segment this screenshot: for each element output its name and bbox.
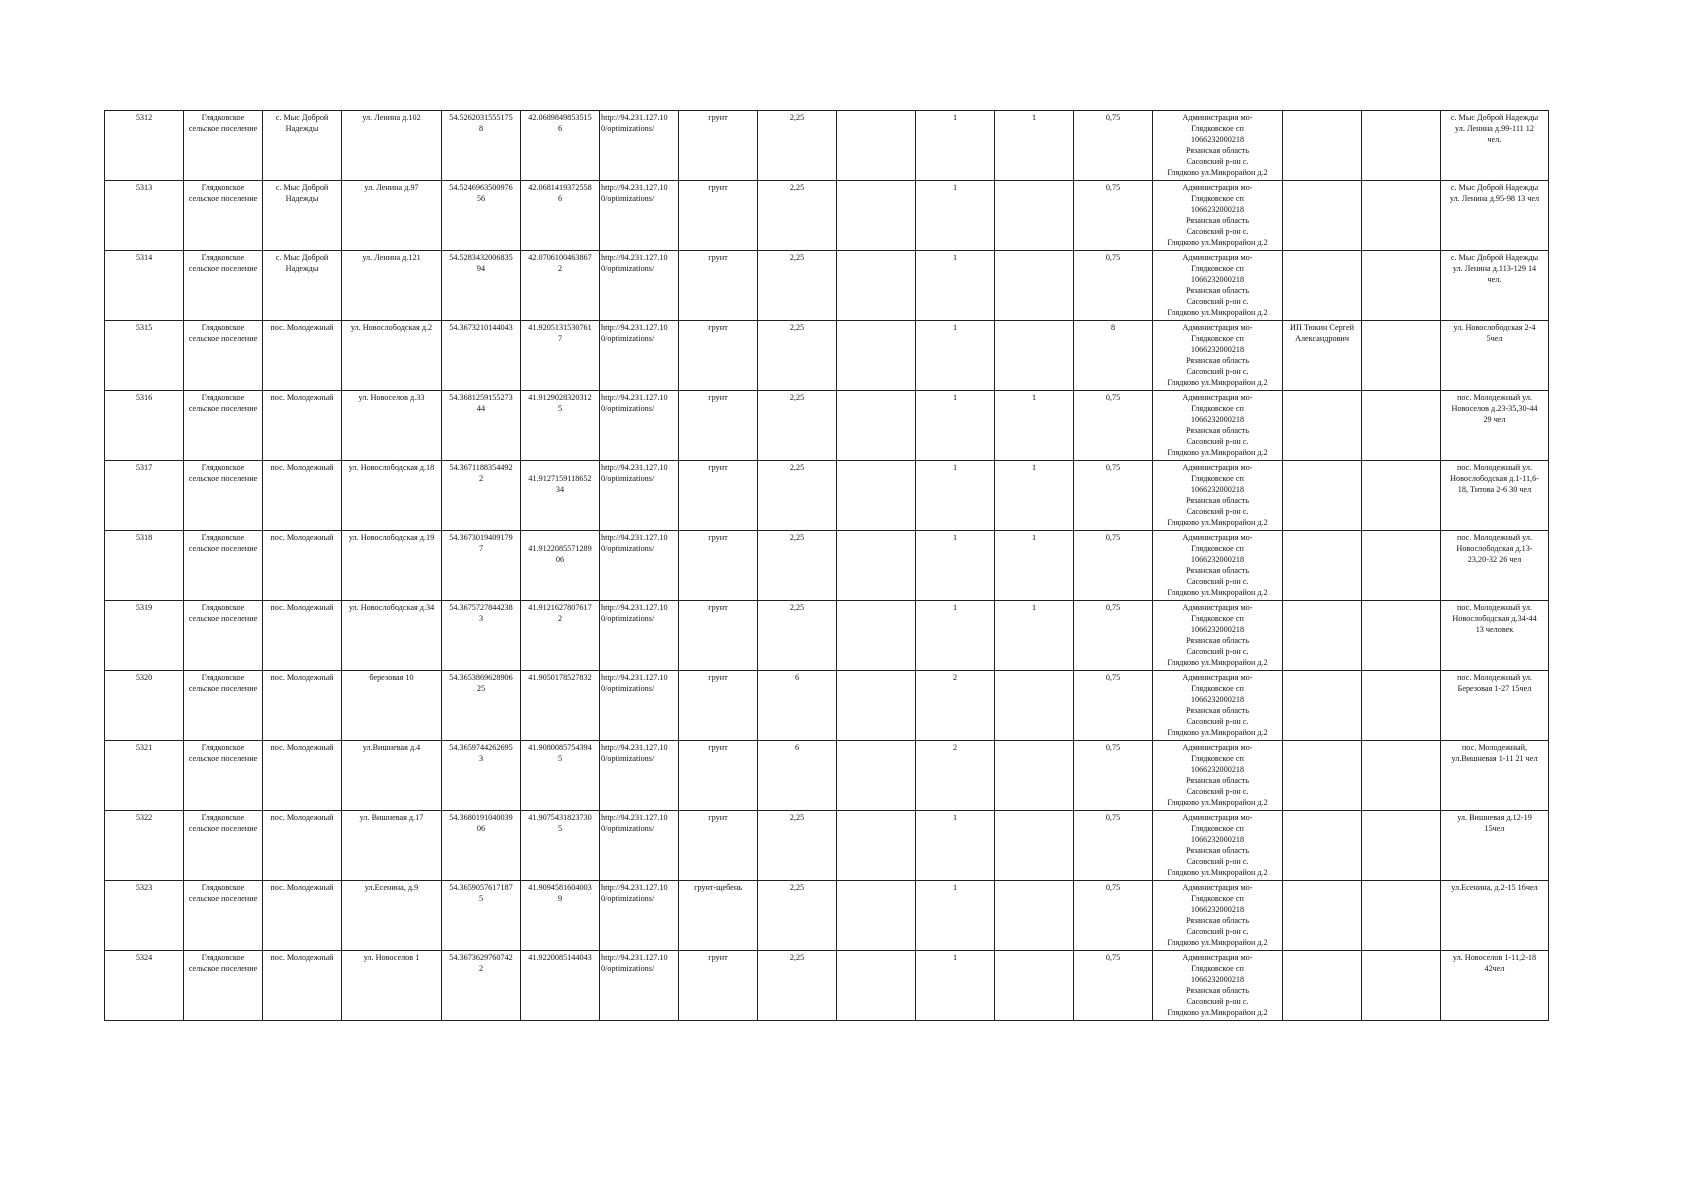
address-cell: ул. Ленина д.102 <box>342 111 442 181</box>
row-number-cell: 5321 <box>105 741 184 811</box>
served-addresses-cell: с. Мыс Доброй Надежды ул. Ленина д.113-129 14 чел. <box>1441 251 1549 321</box>
container-count-cell: 1 <box>916 391 995 461</box>
table-row <box>105 531 1549 601</box>
row-number-cell: 5316 <box>105 391 184 461</box>
count-cell: 1 <box>995 391 1074 461</box>
longitude-cell: 41.9121627807617 2 <box>521 601 600 671</box>
served-addresses-cell: с. Мыс Доброй Надежды ул. Ленина д.95-98 13 чел <box>1441 181 1549 251</box>
url-cell: http://94.231.127.10 0/optimizations/ <box>600 251 679 321</box>
owner-cell: Администрация мо- Глядковское сп 1066232000218 Рязанская область Сасовский р-он с. Глядково ул.Микрорайон д.2 <box>1153 531 1283 601</box>
table-body <box>105 111 1549 1021</box>
operator-cell <box>1283 531 1362 601</box>
area-cell: 2,25 <box>758 461 837 531</box>
empty-cell <box>1362 881 1441 951</box>
volume-cell: 0,75 <box>1074 601 1153 671</box>
surface-cell: грунт <box>679 601 758 671</box>
settlement-cell: Глядковское сельское поселение <box>184 601 263 671</box>
volume-cell: 0,75 <box>1074 251 1153 321</box>
table-row <box>105 251 1549 321</box>
container-count-cell: 1 <box>916 881 995 951</box>
address-cell: ул.Вишневая д.4 <box>342 741 442 811</box>
locality-cell: с. Мыс Доброй Надежды <box>263 251 342 321</box>
settlement-cell: Глядковское сельское поселение <box>184 391 263 461</box>
locality-cell: пос. Молодежный <box>263 741 342 811</box>
container-count-cell: 1 <box>916 601 995 671</box>
table-row <box>105 321 1549 391</box>
empty-cell <box>1362 111 1441 181</box>
latitude-cell: 54.5246963500976 56 <box>442 181 521 251</box>
url-cell: http://94.231.127.10 0/optimizations/ <box>600 321 679 391</box>
count-cell <box>995 321 1074 391</box>
longitude-cell: 42.0689849853515 6 <box>521 111 600 181</box>
surface-cell: грунт <box>679 671 758 741</box>
operator-cell <box>1283 741 1362 811</box>
url-cell: http://94.231.127.10 0/optimizations/ <box>600 461 679 531</box>
longitude-cell: 42.0681419372558 6 <box>521 181 600 251</box>
operator-cell <box>1283 671 1362 741</box>
operator-cell <box>1283 181 1362 251</box>
served-addresses-cell: пос. Молодежный ул. Новослободская д.1-11,6- 18, Титова 2-6 30 чел <box>1441 461 1549 531</box>
url-cell: http://94.231.127.10 0/optimizations/ <box>600 181 679 251</box>
area-cell: 2,25 <box>758 111 837 181</box>
volume-cell: 0,75 <box>1074 741 1153 811</box>
empty-cell <box>837 251 916 321</box>
area-cell: 2,25 <box>758 951 837 1021</box>
settlement-cell: Глядковское сельское поселение <box>184 111 263 181</box>
container-count-cell: 1 <box>916 181 995 251</box>
surface-cell: грунт <box>679 181 758 251</box>
volume-cell: 0,75 <box>1074 391 1153 461</box>
empty-cell <box>837 951 916 1021</box>
volume-cell: 8 <box>1074 321 1153 391</box>
operator-cell <box>1283 111 1362 181</box>
table-row <box>105 951 1549 1021</box>
empty-cell <box>1362 671 1441 741</box>
latitude-cell: 54.3673210144043 <box>442 321 521 391</box>
empty-cell <box>837 741 916 811</box>
area-cell: 2,25 <box>758 251 837 321</box>
longitude-cell: 41.9205131530761 7 <box>521 321 600 391</box>
owner-cell: Администрация мо- Глядковское сп 1066232000218 Рязанская область Сасовский р-он с. Глядково ул.Микрорайон д.2 <box>1153 251 1283 321</box>
surface-cell: грунт <box>679 321 758 391</box>
row-number-cell: 5312 <box>105 111 184 181</box>
empty-cell <box>837 881 916 951</box>
empty-cell <box>837 671 916 741</box>
container-count-cell: 1 <box>916 321 995 391</box>
longitude-cell: 42.0706100463867 2 <box>521 251 600 321</box>
longitude-cell: 41.9094581604003 9 <box>521 881 600 951</box>
row-number-cell: 5318 <box>105 531 184 601</box>
url-cell: http://94.231.127.10 0/optimizations/ <box>600 811 679 881</box>
volume-cell: 0,75 <box>1074 671 1153 741</box>
latitude-cell: 54.3653869628906 25 <box>442 671 521 741</box>
area-cell: 2,25 <box>758 811 837 881</box>
empty-cell <box>1362 391 1441 461</box>
operator-cell <box>1283 951 1362 1021</box>
served-addresses-cell: ул. Новоселов 1-11,2-18 42чел <box>1441 951 1549 1021</box>
served-addresses-cell: пос. Молодежный, ул.Вишневая 1-11 21 чел <box>1441 741 1549 811</box>
empty-cell <box>837 181 916 251</box>
operator-cell <box>1283 601 1362 671</box>
operator-cell <box>1283 881 1362 951</box>
table-row <box>105 881 1549 951</box>
served-addresses-cell: пос. Молодежный ул. Новослободская д.13- 23,20-32 26 чел <box>1441 531 1549 601</box>
area-cell: 2,25 <box>758 531 837 601</box>
latitude-cell: 54.5262031555175 8 <box>442 111 521 181</box>
empty-cell <box>1362 461 1441 531</box>
empty-cell <box>1362 951 1441 1021</box>
container-count-cell: 1 <box>916 461 995 531</box>
surface-cell: грунт <box>679 531 758 601</box>
container-count-cell: 1 <box>916 951 995 1021</box>
url-cell: http://94.231.127.10 0/optimizations/ <box>600 531 679 601</box>
row-number-cell: 5320 <box>105 671 184 741</box>
empty-cell <box>1362 601 1441 671</box>
row-number-cell: 5314 <box>105 251 184 321</box>
settlement-cell: Глядковское сельское поселение <box>184 181 263 251</box>
owner-cell: Администрация мо- Глядковское сп 1066232000218 Рязанская область Сасовский р-он с. Глядково ул.Микрорайон д.2 <box>1153 321 1283 391</box>
served-addresses-cell: пос. Молодежный ул. Новослободская д.34-44 13 человек <box>1441 601 1549 671</box>
volume-cell: 0,75 <box>1074 181 1153 251</box>
address-cell: ул. Новоселов д.33 <box>342 391 442 461</box>
surface-cell: грунт <box>679 741 758 811</box>
table-row <box>105 601 1549 671</box>
owner-cell: Администрация мо- Глядковское сп 1066232000218 Рязанская область Сасовский р-он с. Глядково ул.Микрорайон д.2 <box>1153 461 1283 531</box>
latitude-cell: 54.3675727844238 3 <box>442 601 521 671</box>
url-cell: http://94.231.127.10 0/optimizations/ <box>600 741 679 811</box>
longitude-cell: 41.9220085144043 <box>521 951 600 1021</box>
settlement-cell: Глядковское сельское поселение <box>184 811 263 881</box>
latitude-cell: 54.3659744262695 3 <box>442 741 521 811</box>
area-cell: 2,25 <box>758 181 837 251</box>
locality-cell: пос. Молодежный <box>263 391 342 461</box>
owner-cell: Администрация мо- Глядковское сп 1066232000218 Рязанская область Сасовский р-он с. Глядково ул.Микрорайон д.2 <box>1153 111 1283 181</box>
owner-cell: Администрация мо- Глядковское сп 1066232000218 Рязанская область Сасовский р-он с. Глядково ул.Микрорайон д.2 <box>1153 811 1283 881</box>
locality-cell: пос. Молодежный <box>263 811 342 881</box>
surface-cell: грунт <box>679 811 758 881</box>
address-cell: ул. Новослободская д.18 <box>342 461 442 531</box>
volume-cell: 0,75 <box>1074 951 1153 1021</box>
longitude-cell: 41.9080085754394 5 <box>521 741 600 811</box>
count-cell <box>995 881 1074 951</box>
served-addresses-cell: с. Мыс Доброй Надежды ул. Ленина д.99-111 12 чел. <box>1441 111 1549 181</box>
latitude-cell: 54.3671188354492 2 <box>442 461 521 531</box>
settlement-cell: Глядковское сельское поселение <box>184 321 263 391</box>
empty-cell <box>837 111 916 181</box>
count-cell: 1 <box>995 111 1074 181</box>
address-cell: ул. Новослободская д.19 <box>342 531 442 601</box>
url-cell: http://94.231.127.10 0/optimizations/ <box>600 391 679 461</box>
served-addresses-cell: ул. Вишневая д.12-19 15чел <box>1441 811 1549 881</box>
owner-cell: Администрация мо- Глядковское сп 1066232000218 Рязанская область Сасовский р-он с. Глядково ул.Микрорайон д.2 <box>1153 881 1283 951</box>
row-number-cell: 5317 <box>105 461 184 531</box>
url-cell: http://94.231.127.10 0/optimizations/ <box>600 601 679 671</box>
latitude-cell: 54.5283432006835 94 <box>442 251 521 321</box>
empty-cell <box>837 321 916 391</box>
address-cell: ул. Новослободская д.34 <box>342 601 442 671</box>
operator-cell <box>1283 251 1362 321</box>
settlement-cell: Глядковское сельское поселение <box>184 671 263 741</box>
locality-cell: с. Мыс Доброй Надежды <box>263 111 342 181</box>
volume-cell: 0,75 <box>1074 881 1153 951</box>
table-row <box>105 391 1549 461</box>
settlement-cell: Глядковское сельское поселение <box>184 531 263 601</box>
count-cell <box>995 741 1074 811</box>
container-count-cell: 2 <box>916 671 995 741</box>
locality-cell: пос. Молодежный <box>263 671 342 741</box>
locality-cell: пос. Молодежный <box>263 601 342 671</box>
url-cell: http://94.231.127.10 0/optimizations/ <box>600 951 679 1021</box>
area-cell: 2,25 <box>758 881 837 951</box>
empty-cell <box>1362 531 1441 601</box>
surface-cell: грунт-щебень <box>679 881 758 951</box>
latitude-cell: 54.3681259155273 44 <box>442 391 521 461</box>
container-count-cell: 1 <box>916 251 995 321</box>
volume-cell: 0,75 <box>1074 531 1153 601</box>
count-cell <box>995 181 1074 251</box>
container-count-cell: 1 <box>916 111 995 181</box>
address-cell: ул. Новослободская д.2 <box>342 321 442 391</box>
area-cell: 2,25 <box>758 391 837 461</box>
surface-cell: грунт <box>679 251 758 321</box>
table-row <box>105 811 1549 881</box>
locality-cell: с. Мыс Доброй Надежды <box>263 181 342 251</box>
settlement-cell: Глядковское сельское поселение <box>184 251 263 321</box>
served-addresses-cell: ул.Есенина, д.2-15 16чел <box>1441 881 1549 951</box>
empty-cell <box>1362 321 1441 391</box>
area-cell: 6 <box>758 741 837 811</box>
address-cell: ул. Ленина д.121 <box>342 251 442 321</box>
owner-cell: Администрация мо- Глядковское сп 1066232000218 Рязанская область Сасовский р-он с. Глядково ул.Микрорайон д.2 <box>1153 671 1283 741</box>
row-number-cell: 5322 <box>105 811 184 881</box>
count-cell: 1 <box>995 461 1074 531</box>
row-number-cell: 5324 <box>105 951 184 1021</box>
volume-cell: 0,75 <box>1074 811 1153 881</box>
empty-cell <box>837 461 916 531</box>
operator-cell <box>1283 391 1362 461</box>
empty-cell <box>837 601 916 671</box>
owner-cell: Администрация мо- Глядковское сп 1066232000218 Рязанская область Сасовский р-он с. Глядково ул.Микрорайон д.2 <box>1153 601 1283 671</box>
volume-cell: 0,75 <box>1074 461 1153 531</box>
row-number-cell: 5315 <box>105 321 184 391</box>
owner-cell: Администрация мо- Глядковское сп 1066232000218 Рязанская область Сасовский р-он с. Глядково ул.Микрорайон д.2 <box>1153 951 1283 1021</box>
area-cell: 2,25 <box>758 601 837 671</box>
empty-cell <box>1362 741 1441 811</box>
area-cell: 6 <box>758 671 837 741</box>
table-row <box>105 181 1549 251</box>
owner-cell: Администрация мо- Глядковское сп 1066232000218 Рязанская область Сасовский р-он с. Глядково ул.Микрорайон д.2 <box>1153 391 1283 461</box>
locality-cell: пос. Молодежный <box>263 461 342 531</box>
table-row <box>105 671 1549 741</box>
row-number-cell: 5319 <box>105 601 184 671</box>
empty-cell <box>837 531 916 601</box>
count-cell <box>995 811 1074 881</box>
served-addresses-cell: пос. Молодежный ул. Новоселов д.23-35,30-44 29 чел <box>1441 391 1549 461</box>
latitude-cell: 54.3659057617187 5 <box>442 881 521 951</box>
operator-cell: ИП Тюкин Сергей Александрович <box>1283 321 1362 391</box>
served-addresses-cell: ул. Новослободская 2-4 5чел <box>1441 321 1549 391</box>
url-cell: http://94.231.127.10 0/optimizations/ <box>600 881 679 951</box>
registry-table <box>104 110 1549 1021</box>
container-count-cell: 1 <box>916 811 995 881</box>
settlement-cell: Глядковское сельское поселение <box>184 461 263 531</box>
operator-cell <box>1283 461 1362 531</box>
surface-cell: грунт <box>679 111 758 181</box>
longitude-cell: 41.9075431823730 5 <box>521 811 600 881</box>
address-cell: ул. Новоселов 1 <box>342 951 442 1021</box>
empty-cell <box>1362 251 1441 321</box>
count-cell: 1 <box>995 601 1074 671</box>
longitude-cell: 41.9050178527832 <box>521 671 600 741</box>
count-cell <box>995 671 1074 741</box>
settlement-cell: Глядковское сельское поселение <box>184 951 263 1021</box>
surface-cell: грунт <box>679 391 758 461</box>
count-cell <box>995 951 1074 1021</box>
address-cell: ул.Есенина, д.9 <box>342 881 442 951</box>
owner-cell: Администрация мо- Глядковское сп 1066232000218 Рязанская область Сасовский р-он с. Глядково ул.Микрорайон д.2 <box>1153 741 1283 811</box>
operator-cell <box>1283 811 1362 881</box>
area-cell: 2,25 <box>758 321 837 391</box>
address-cell: березовая 10 <box>342 671 442 741</box>
latitude-cell: 54.3673019409179 7 <box>442 531 521 601</box>
volume-cell: 0,75 <box>1074 111 1153 181</box>
latitude-cell: 54.3680191040039 06 <box>442 811 521 881</box>
container-count-cell: 2 <box>916 741 995 811</box>
count-cell <box>995 251 1074 321</box>
address-cell: ул. Ленина д.97 <box>342 181 442 251</box>
empty-cell <box>837 391 916 461</box>
table-row <box>105 461 1549 531</box>
longitude-cell: 41.9122085571289 06 <box>521 531 600 601</box>
row-number-cell: 5313 <box>105 181 184 251</box>
longitude-cell: 41.9129028320312 5 <box>521 391 600 461</box>
locality-cell: пос. Молодежный <box>263 531 342 601</box>
locality-cell: пос. Молодежный <box>263 881 342 951</box>
row-number-cell: 5323 <box>105 881 184 951</box>
surface-cell: грунт <box>679 951 758 1021</box>
table-row <box>105 111 1549 181</box>
container-count-cell: 1 <box>916 531 995 601</box>
longitude-cell: 41.9127159118652 34 <box>521 461 600 531</box>
served-addresses-cell: пос. Молодежный ул. Березовая 1-27 15чел <box>1441 671 1549 741</box>
url-cell: http://94.231.127.10 0/optimizations/ <box>600 671 679 741</box>
settlement-cell: Глядковское сельское поселение <box>184 881 263 951</box>
address-cell: ул. Вишневая д.17 <box>342 811 442 881</box>
latitude-cell: 54.3673629760742 2 <box>442 951 521 1021</box>
url-cell: http://94.231.127.10 0/optimizations/ <box>600 111 679 181</box>
settlement-cell: Глядковское сельское поселение <box>184 741 263 811</box>
empty-cell <box>1362 181 1441 251</box>
locality-cell: пос. Молодежный <box>263 951 342 1021</box>
table-row <box>105 741 1549 811</box>
surface-cell: грунт <box>679 461 758 531</box>
count-cell: 1 <box>995 531 1074 601</box>
owner-cell: Администрация мо- Глядковское сп 1066232000218 Рязанская область Сасовский р-он с. Глядково ул.Микрорайон д.2 <box>1153 181 1283 251</box>
empty-cell <box>1362 811 1441 881</box>
locality-cell: пос. Молодежный <box>263 321 342 391</box>
empty-cell <box>837 811 916 881</box>
